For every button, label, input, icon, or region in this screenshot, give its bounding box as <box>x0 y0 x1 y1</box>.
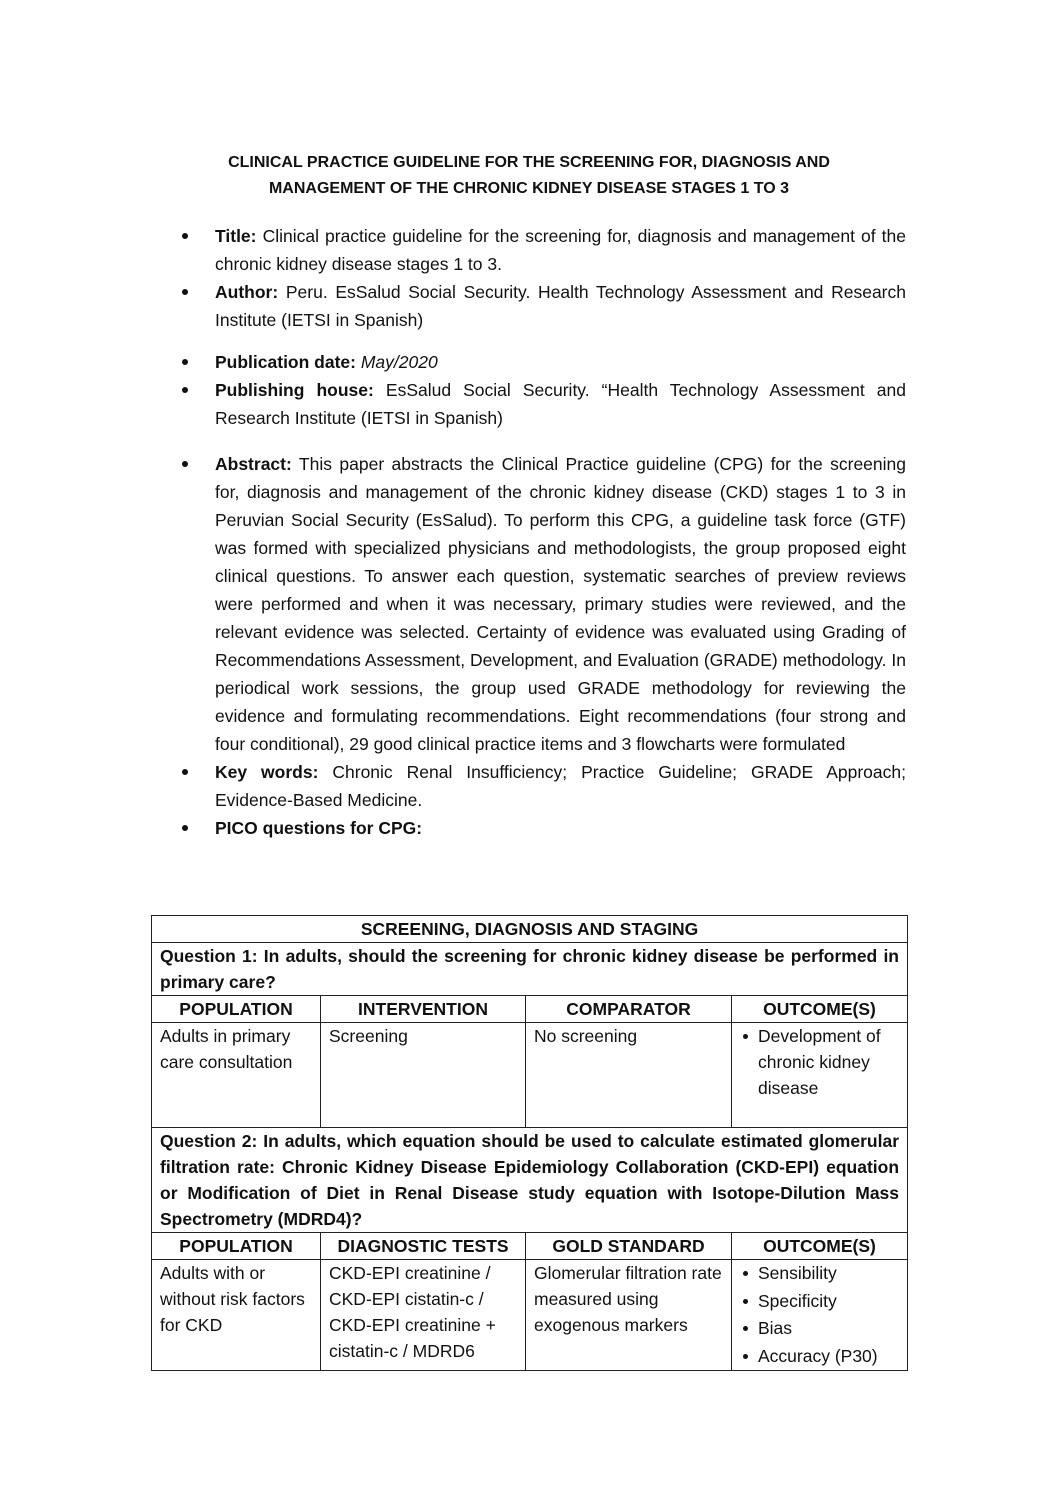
info-title-value: Clinical practice guideline for the screening for, diagnosis and management of the chronic kidney disease stages 1 to 3. <box>215 226 906 274</box>
question-2: Question 2: In adults, which equation should be used to calculate estimated glomerular filtration rate: Chronic Kidney Disease Epidemiology Collaboration (CKD-EPI) equation or Modification of Diet in Renal Disease study equation with Isotope-Dilution Mass Spectrometry (MDRD4)? <box>152 1128 908 1233</box>
info-author-value: Peru. EsSalud Social Security. Health Technology Assessment and Research Institute (IETSI in Spanish) <box>215 282 906 330</box>
q2-outcome-item: Bias <box>740 1315 899 1343</box>
q1-outcomes-cell <box>732 1023 908 1128</box>
info-publisher-value: EsSalud Social Security. “Health Technology Assessment and Research Institute (IETSI in Spanish) <box>215 380 906 428</box>
document-title-line-1: CLINICAL PRACTICE GUIDELINE FOR THE SCREENING FOR, DIAGNOSIS AND <box>228 154 830 171</box>
q2-gold-standard: Glomerular filtration rate measured using exogenous markers <box>526 1260 732 1371</box>
q2-header-gold-standard: GOLD STANDARD <box>526 1233 732 1260</box>
q2-outcomes-list <box>740 1260 899 1370</box>
q1-population: Adults in primary care consultation <box>160 1026 293 1072</box>
q2-population: Adults with or without risk factors for CKD <box>152 1260 321 1371</box>
section-header: SCREENING, DIAGNOSIS AND STAGING <box>152 916 908 943</box>
info-keywords <box>180 758 906 814</box>
info-author <box>180 278 906 334</box>
info-keywords-label: Key words: <box>215 762 319 782</box>
question-1: Question 1: In adults, should the screening for chronic kidney disease be performed in primary care? <box>152 943 908 996</box>
document-title <box>152 150 906 202</box>
q2-outcome-item: Accuracy (P30) <box>740 1343 899 1371</box>
q1-header-comparator: COMPARATOR <box>526 996 732 1023</box>
q2-outcome-item: Sensibility <box>740 1260 899 1288</box>
pico-table <box>151 915 908 1371</box>
q2-header-outcomes: OUTCOME(S) <box>732 1233 908 1260</box>
info-abstract-value: This paper abstracts the Clinical Practice guideline (CPG) for the screening for, diagnosis and management of the chronic kidney disease (CKD) stages 1 to 3 in Peruvian Social Security (EsSalud). To perform this CPG, a guideline task force (GTF) was formed with specialized physicians and methodologists, the group proposed eight clinical questions. To answer each question, systematic searches of preview reviews were performed and when it was necessary, primary studies were reviewed, and the relevant evidence was selected. Certainty of evidence was evaluated using Grading of Recommendations Assessment, Development, and Evaluation (GRADE) methodology. In periodical work sessions, the group used GRADE methodology for reviewing the evidence and formulating recommendations. Eight recommendations (four strong and four conditional), 29 good clinical practice items and 3 flowcharts were formulated <box>215 454 907 754</box>
q1-comparator: No screening <box>526 1023 732 1128</box>
info-author-label: Author: <box>215 282 279 302</box>
q1-header-population: POPULATION <box>152 996 321 1023</box>
q2-header-population: POPULATION <box>152 1233 321 1260</box>
info-keywords-value: Chronic Renal Insufficiency; Practice Guideline; GRADE Approach; Evidence-Based Medicine. <box>215 762 906 810</box>
q1-outcomes-list <box>740 1023 899 1101</box>
info-publisher-label: Publishing house: <box>215 380 374 400</box>
document-title-line-2: MANAGEMENT OF THE CHRONIC KIDNEY DISEASE STAGES 1 TO 3 <box>268 180 790 197</box>
q1-header-intervention: INTERVENTION <box>321 996 526 1023</box>
document-info-list <box>180 222 906 842</box>
info-title <box>180 222 906 278</box>
info-date-value: May/2020 <box>360 352 438 372</box>
q1-population-cell <box>152 1023 321 1128</box>
q2-outcomes-cell <box>732 1260 908 1371</box>
info-pico-label: PICO questions for CPG: <box>215 818 423 838</box>
q1-intervention: Screening <box>321 1023 526 1128</box>
info-abstract-label: Abstract: <box>215 454 292 474</box>
info-publishing-house <box>180 376 906 432</box>
info-publication-date <box>180 348 906 376</box>
q1-outcome-item: Development of chronic kidney disease <box>740 1023 899 1101</box>
info-abstract <box>180 450 906 758</box>
q1-header-outcomes: OUTCOME(S) <box>732 996 908 1023</box>
info-date-label: Publication date: <box>215 352 356 372</box>
info-pico <box>180 814 906 842</box>
q2-diagnostic-tests: CKD-EPI creatinine / CKD-EPI cistatin-c / CKD-EPI creatinine + cistatin-c / MDRD6 <box>321 1260 526 1371</box>
q2-header-diagnostic-tests: DIAGNOSTIC TESTS <box>321 1233 526 1260</box>
q2-outcome-item: Specificity <box>740 1288 899 1316</box>
info-title-label: Title: <box>215 226 257 246</box>
